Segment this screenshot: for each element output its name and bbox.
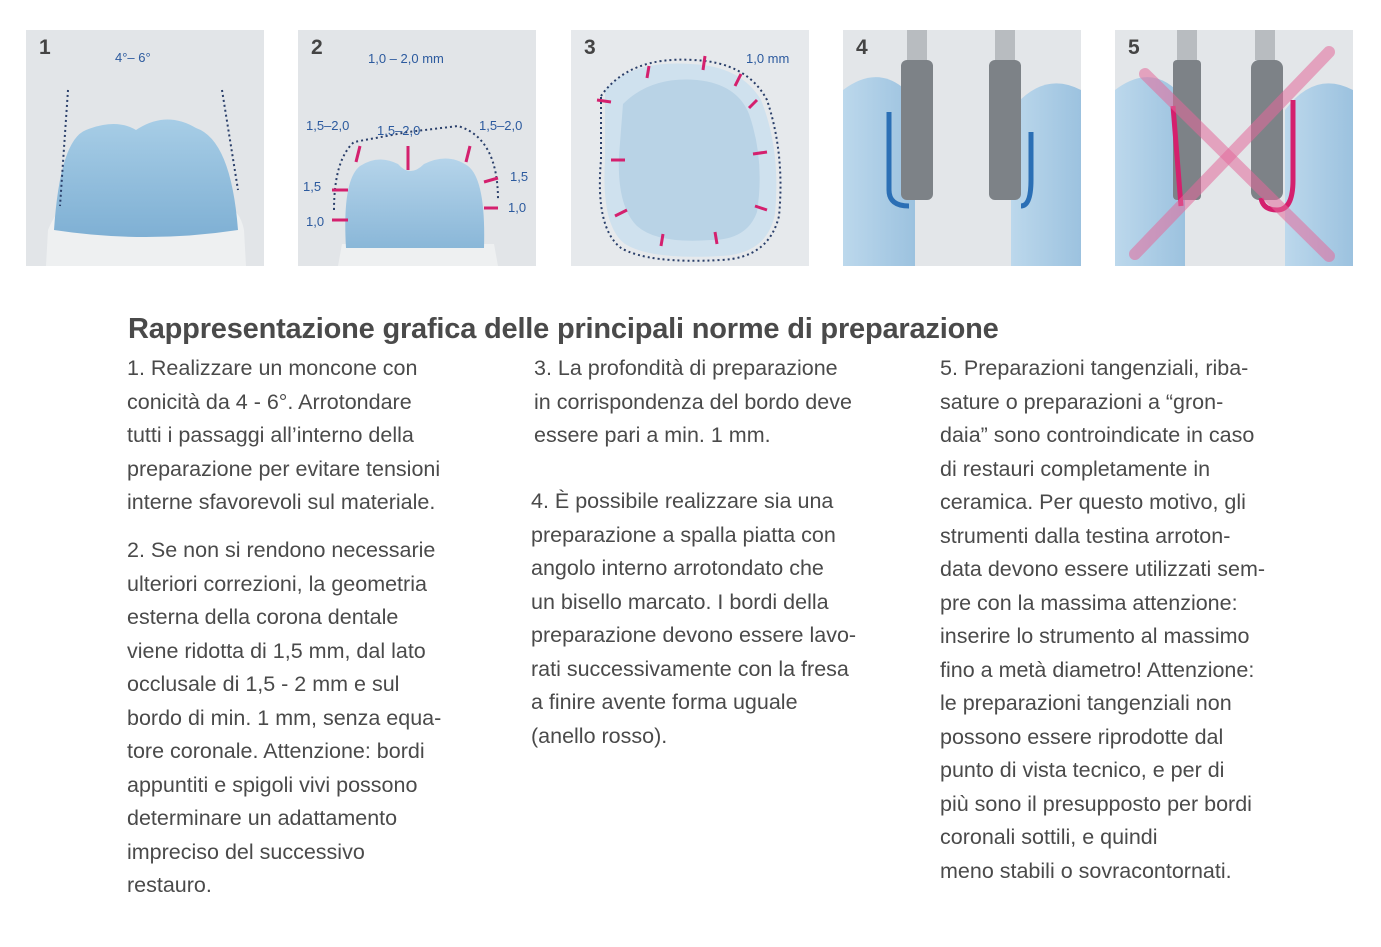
section-title: Rappresentazione grafica delle principali norme di preparazione — [128, 313, 999, 346]
instruction-paragraph-5: 5. Preparazioni tangenziali, riba- sature o preparazioni a “gron- daia” sono controindicate in caso di restauri completamente in ceramica. Per questo motivo, gli strumenti dalla testina arroton- data devono essere utilizzati sem- pre con la massima attenzione: inserire lo strumento al massimo fino a metà diametro! Attenzione: le preparazioni tangenziali non possono essere riprodotte dal punto di vista tecnico, e per di più sono il presupposto per bordi coronali sottili, e quindi meno stabili o sovracontornati. — [940, 356, 1266, 883]
tooth-occlusal-illustration — [571, 30, 809, 266]
reduction-mid-top-label: 1,5–2,0 — [377, 123, 421, 138]
tooth-reduction-illustration — [298, 30, 536, 266]
instruction-paragraph-4: 4. È possibile realizzare sia una preparazione a spalla piatta con angolo interno arrotondato che un bisello marcato. I bordi della preparazione devono essere lavo- rati successivamente con la fresa a finire avente forma uguale (anello rosso). — [531, 489, 857, 748]
figure-number: 5 — [1128, 36, 1140, 59]
angle-label: 4°– 6° — [115, 50, 151, 65]
burs-shoulder-illustration — [843, 30, 1081, 266]
instruction-paragraph-1: 1. Realizzare un moncone con conicità da 4 - 6°. Arrotondare tutti i passaggi all’interno della preparazione per evitare tensioni interne sfavorevoli sul materiale. — [127, 356, 441, 514]
reduction-right-mid-label: 1,5 — [510, 169, 529, 184]
tooth-conicity-illustration — [26, 30, 264, 266]
figure-number: 1 — [39, 36, 51, 59]
figure-1-conicity — [26, 30, 264, 266]
burs-tangential-illustration — [1115, 30, 1353, 266]
figure-5-contraindicated-preparation — [1115, 30, 1353, 266]
reduction-right-low-label: 1,0 — [508, 200, 527, 215]
reduction-left-mid-label: 1,5 — [303, 179, 322, 194]
figure-number: 4 — [856, 36, 868, 59]
figure-4-correct-preparation — [843, 30, 1081, 266]
reduction-top-label: 1,0 – 2,0 mm — [368, 51, 444, 66]
figure-number: 2 — [311, 36, 323, 59]
figure-number: 3 — [584, 36, 596, 59]
figure-3-occlusal-view — [571, 30, 809, 266]
instruction-paragraph-2: 2. Se non si rendono necessarie ulteriori correzioni, la geometria esterna della corona dentale viene ridotta di 1,5 mm, dal lato occlusale di 1,5 - 2 mm e sul bordo di min. 1 mm, senza equa- tore coronale. Attenzione: bordi appuntiti e spigoli vivi possono determinare un adattamento impreciso del successivo restauro. — [127, 538, 442, 897]
instruction-paragraph-3: 3. La profondità di preparazione in corrispondenza del bordo deve essere pari a min. 1 mm. — [534, 356, 852, 447]
reduction-left-top-label: 1,5–2,0 — [306, 118, 350, 133]
depth-label: 1,0 mm — [746, 51, 790, 66]
reduction-right-top-label: 1,5–2,0 — [479, 118, 523, 133]
figure-2-reduction — [298, 30, 536, 266]
reduction-left-low-label: 1,0 — [306, 214, 325, 229]
